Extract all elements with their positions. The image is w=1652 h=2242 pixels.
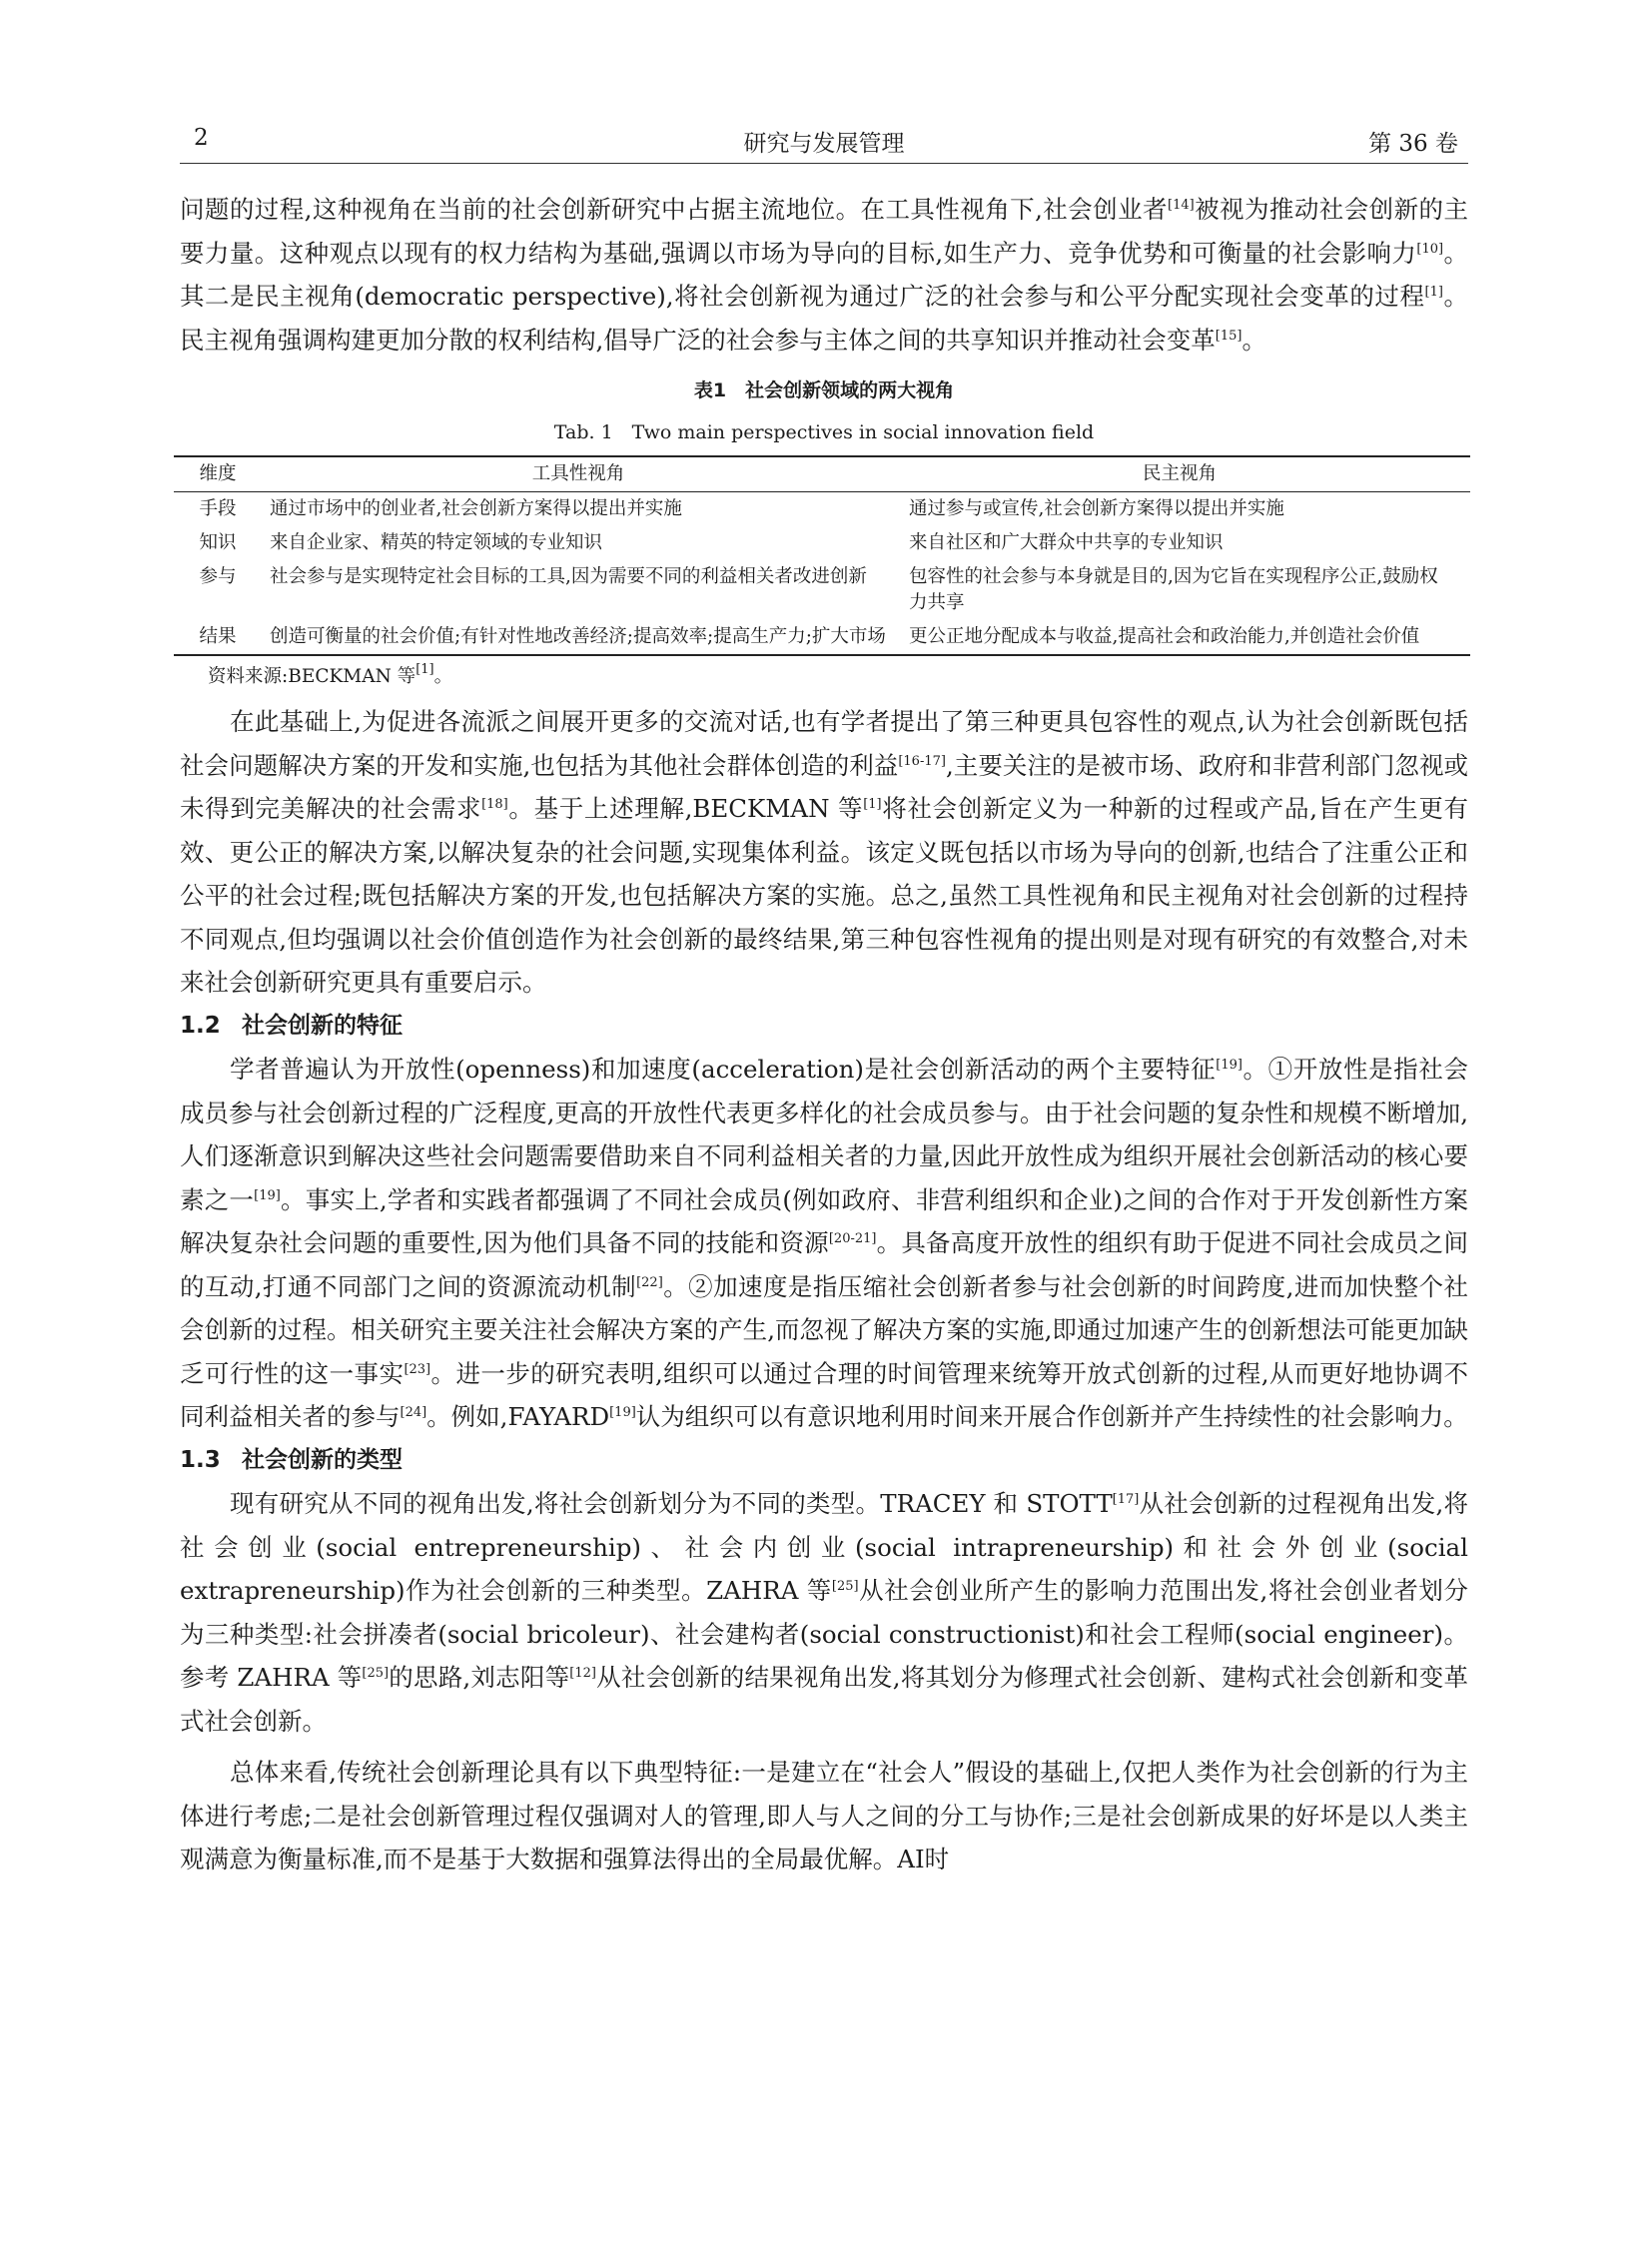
citation-marker: [25] bbox=[831, 1579, 859, 1594]
text-run: 。①开放性是指社会成员参与社会创新过程的广泛程度,更高的开放性代表更多样化的社会成员参与。由于社会问题的复杂性和规模不断增加,人们逐渐意识到解决这些社会问题需要借助来自不同利益相关者的力量,因此开放性成为组织开展社会创新活动的核心要素之一 bbox=[180, 1055, 1469, 1214]
citation-marker: [16-17] bbox=[898, 753, 946, 769]
text-run: 。民主视角强调构建更加分散的权利结构,倡导广泛的社会参与主体之间的共享知识并推动社会变革 bbox=[180, 282, 1469, 355]
text-run: 从社会创新的过程视角出发,将社会创业(social entrepreneurship)、社会内创业(social intrapreneurship)和社会外创业(social extrapreneurship)作为社会创新的三种类型。ZAHRA 等 bbox=[180, 1489, 1468, 1605]
perspectives-table bbox=[174, 455, 1470, 656]
journal-title: 研究与发展管理 bbox=[743, 131, 905, 157]
text-run: 在此基础上,为促进各流派之间展开更多的交流对话,也有学者提出了第三种更具包容性的观点,认为社会创新既包括社会问题解决方案的开发和实施,也包括为其他社会群体创造的利益 bbox=[180, 707, 1468, 780]
text-run: 学者普遍认为开放性(openness)和加速度(acceleration)是社会创新活动的两个主要特征 bbox=[230, 1055, 1217, 1084]
text-run: 。事实上,学者和实践者都强调了不同社会成员(例如政府、非营利组织和企业)之间的合作对于开发创新性方案解决复杂社会问题的重要性,因为他们具备不同的技能和资源 bbox=[180, 1184, 1469, 1257]
citation-marker: [24] bbox=[400, 1405, 427, 1420]
text-run: 被视为推动社会创新的主要力量。这种观点以现有的权力结构为基础,强调以市场为导向的目标,如生产力、竞争优势和可衡量的社会影响力 bbox=[180, 195, 1468, 268]
section-title: 社会创新的类型 bbox=[242, 1446, 403, 1473]
table-row bbox=[174, 560, 1470, 620]
citation-marker: [19] bbox=[609, 1405, 636, 1420]
text-run: 。基于上述理解,BECKMAN 等 bbox=[507, 794, 864, 823]
table-block bbox=[180, 375, 1468, 690]
text-run: 总体来看,传统社会创新理论具有以下典型特征:一是建立在“社会人”假设的基础上,仅把人类作为社会创新的行为主体进行考虑;二是社会创新管理过程仅强调对人的管理,即人与人之间的分工与协作;三是社会创新成果的好坏是以人类主观满意为衡量标准,而不是基于大数据和强算法得出的全局最优解。AI时 bbox=[180, 1758, 1468, 1873]
text-run: 从社会创新的结果视角出发,将其划分为修理式社会创新、建构式社会创新和变革式社会创新。 bbox=[180, 1663, 1468, 1736]
header-dimension: 维度 bbox=[199, 463, 237, 484]
text-run: 。例如,FAYARD bbox=[426, 1402, 610, 1431]
section-number: 1.2 bbox=[180, 1012, 221, 1039]
citation-marker: [20-21] bbox=[828, 1231, 877, 1246]
header-instrumental: 工具性视角 bbox=[531, 463, 625, 484]
row-dimension: 知识 bbox=[199, 532, 237, 553]
table-header-row bbox=[174, 456, 1470, 492]
citation-marker: [15] bbox=[1215, 328, 1242, 344]
citation-marker: [1] bbox=[1424, 285, 1443, 300]
row-instrumental: 创造可衡量的社会价值;有针对性地改善经济;提高效率;提高生产力;扩大市场 bbox=[270, 626, 886, 647]
row-instrumental: 来自企业家、精英的特定领域的专业知识 bbox=[270, 532, 603, 553]
text-run: 。其二是民主视角(democratic perspective),将社会创新视为通过广泛的社会参与和公平分配实现社会变革的过程 bbox=[180, 238, 1468, 311]
table-caption-en: Tab. 1 Two main perspectives in social innovation field bbox=[553, 421, 1095, 443]
citation-marker: [18] bbox=[481, 797, 508, 812]
paragraph bbox=[180, 700, 1468, 1005]
text-run: 将社会创新定义为一种新的过程或产品,旨在产生更有效、更公正的解决方案,以解决复杂的社会问题,实现集体利益。该定义既包括以市场为导向的创新,也结合了注重公正和公平的社会过程;既包括解决方案的开发,也包括解决方案的实施。总之,虽然工具性视角和民主视角对社会创新的过程持不同观点,但均强调以社会价值创造作为社会创新的最终结果,第三种包容性视角的提出则是对现有研究的有效整合,对未来社会创新研究更具有重要启示。 bbox=[180, 794, 1469, 997]
section-number: 1.3 bbox=[180, 1446, 221, 1473]
running-header bbox=[180, 123, 1468, 164]
table-caption-cn: 表1 社会创新领域的两大视角 bbox=[693, 379, 955, 401]
citation-marker: [19] bbox=[1216, 1058, 1242, 1073]
citation-marker: [14] bbox=[1168, 198, 1195, 213]
paragraph bbox=[180, 188, 1468, 362]
row-dimension: 手段 bbox=[199, 498, 237, 519]
row-democratic: 更公正地分配成本与收益,提高社会和政治能力,并创造社会价值 bbox=[909, 626, 1420, 647]
source-citation: [1] bbox=[415, 662, 434, 677]
text-run: 认为组织可以有意识地利用时间来开展合作创新并产生持续性的社会影响力。 bbox=[635, 1402, 1468, 1431]
table-row bbox=[174, 492, 1470, 527]
row-democratic: 包容性的社会参与本身就是目的,因为它旨在实现程序公正,鼓励权力共享 bbox=[909, 566, 1438, 613]
table-source-note bbox=[208, 664, 1468, 690]
table-row bbox=[174, 620, 1470, 655]
citation-marker: [12] bbox=[569, 1666, 596, 1681]
text-run: 的思路,刘志阳等 bbox=[389, 1663, 570, 1692]
citation-marker: [25] bbox=[362, 1666, 390, 1681]
citation-marker: [17] bbox=[1112, 1492, 1140, 1507]
text-run: 。具备高度开放性的组织有助于促进不同社会成员之间的互动,打通不同部门之间的资源流动机制 bbox=[180, 1228, 1468, 1301]
article-body bbox=[180, 188, 1468, 1881]
source-text: 资料来源:BECKMAN 等 bbox=[208, 666, 416, 687]
paragraph bbox=[180, 1751, 1468, 1881]
table-row bbox=[174, 526, 1470, 560]
row-democratic: 通过参与或宣传,社会创新方案得以提出并实施 bbox=[909, 498, 1284, 519]
citation-marker: [1] bbox=[863, 797, 882, 812]
text-run: ,主要关注的是被市场、政府和非营利部门忽视或未得到完美解决的社会需求 bbox=[180, 750, 1468, 823]
text-run: 。②加速度是指压缩社会创新者参与社会创新的时间跨度,进而加快整个社会创新的过程。相关研究主要关注社会解决方案的产生,而忽视了解决方案的实施,即通过加速产生的创新想法可能更加缺乏可行性的这一事实 bbox=[180, 1271, 1468, 1388]
row-instrumental: 通过市场中的创业者,社会创新方案得以提出并实施 bbox=[270, 498, 682, 519]
page-number: 2 bbox=[194, 125, 209, 151]
text-run: 问题的过程,这种视角在当前的社会创新研究中占据主流地位。在工具性视角下,社会创业者 bbox=[180, 195, 1168, 224]
citation-marker: [19] bbox=[254, 1187, 281, 1203]
row-democratic: 来自社区和广大群众中共享的专业知识 bbox=[909, 532, 1224, 553]
section-title: 社会创新的特征 bbox=[242, 1012, 403, 1039]
citation-marker: [22] bbox=[636, 1274, 663, 1290]
text-run: 现有研究从不同的视角出发,将社会创新划分为不同的类型。TRACEY 和 STOTT bbox=[230, 1489, 1113, 1518]
row-dimension: 结果 bbox=[199, 626, 237, 647]
paragraph bbox=[180, 1048, 1468, 1439]
citation-marker: [23] bbox=[404, 1361, 431, 1377]
header-democratic: 民主视角 bbox=[1142, 463, 1217, 484]
text-run: 。进一步的研究表明,组织可以通过合理的时间管理来统筹开放式创新的过程,从而更好地协调不同利益相关者的参与 bbox=[180, 1358, 1468, 1431]
text-run: 从社会创业所产生的影响力范围出发,将社会创业者划分为三种类型:社会拼凑者(social bricoleur)、社会建构者(social constructionist)和社会工程师(social engineer)。参考 ZAHRA 等 bbox=[180, 1576, 1468, 1692]
paragraph bbox=[180, 1482, 1468, 1743]
volume-label: 第 36 卷 bbox=[1368, 131, 1458, 157]
citation-marker: [10] bbox=[1416, 241, 1444, 257]
text-run: 。 bbox=[1241, 325, 1266, 355]
section-heading-1-2 bbox=[180, 1005, 1468, 1049]
row-dimension: 参与 bbox=[199, 566, 237, 587]
section-heading-1-3 bbox=[180, 1439, 1468, 1483]
row-instrumental: 社会参与是实现特定社会目标的工具,因为需要不同的利益相关者改进创新 bbox=[270, 566, 867, 587]
source-end: 。 bbox=[433, 666, 453, 687]
